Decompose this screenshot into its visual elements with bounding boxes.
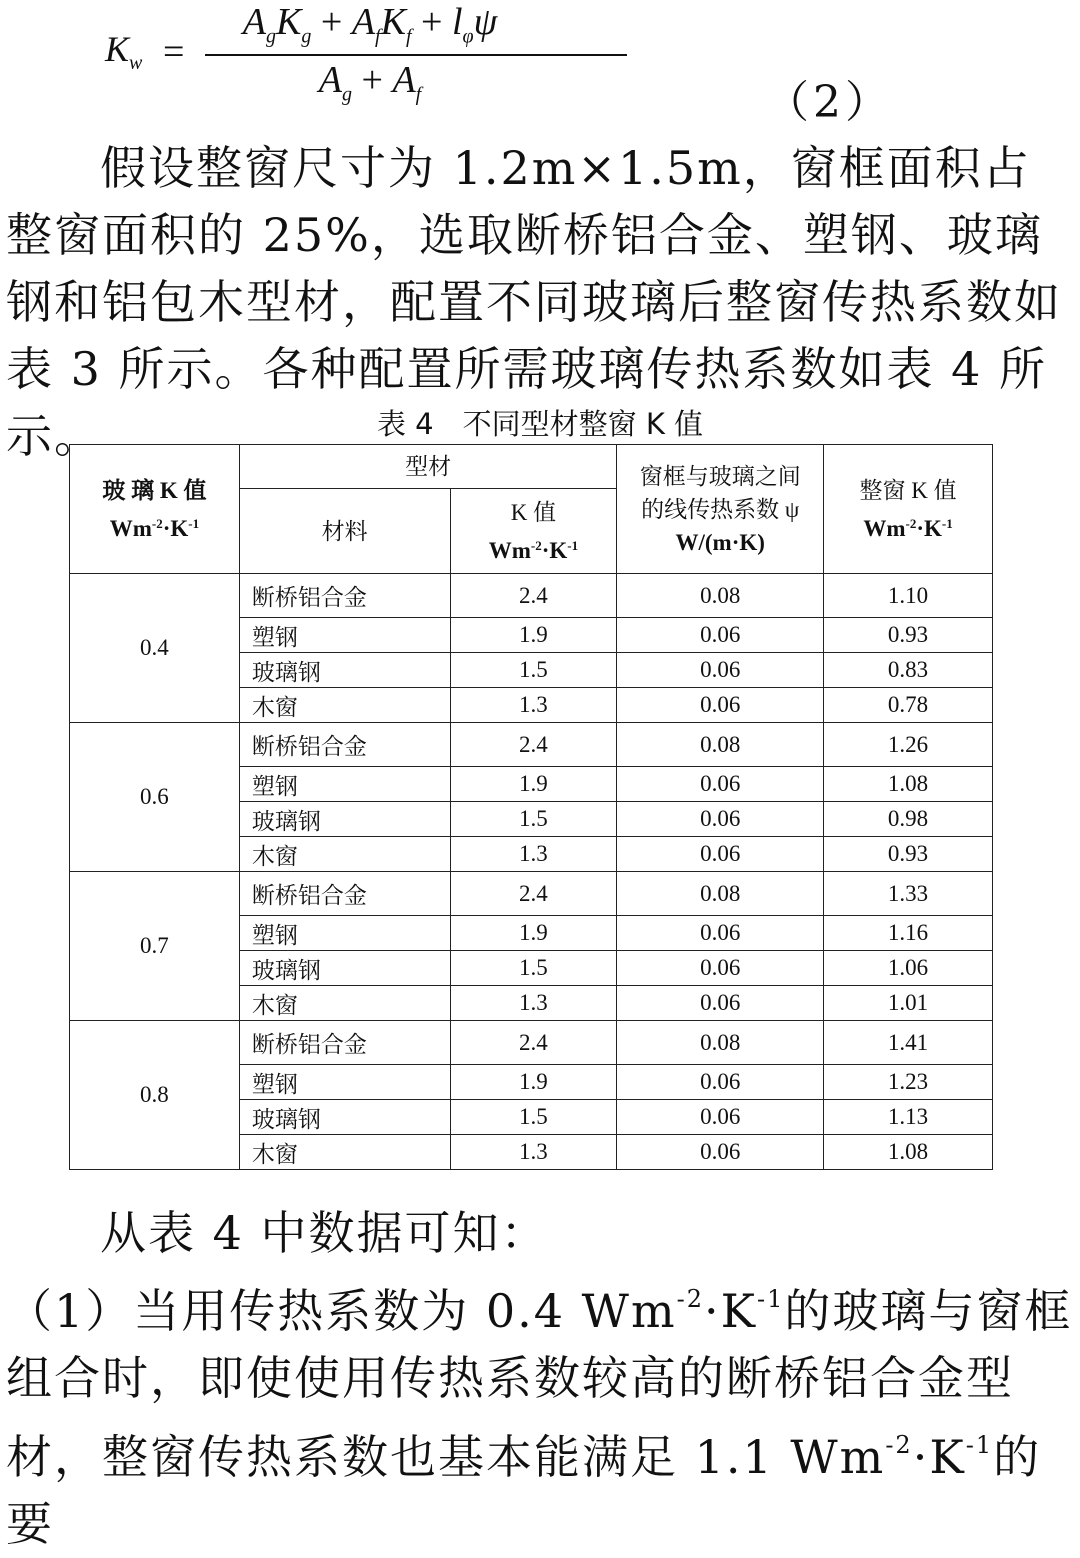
profile-k-cell: 1.3 <box>450 837 617 872</box>
material-cell: 木窗 <box>239 1135 450 1170</box>
psi-cell: 0.06 <box>617 986 824 1021</box>
profile-k-cell: 1.3 <box>450 1135 617 1170</box>
paragraph-1: 假设整窗尺寸为 1.2m×1.5m，窗框面积占整窗面积的 25%，选取断桥铝合金、塑钢、玻璃钢和铝包木型材，配置不同玻璃后整窗传热系数如表 3 所示。各种配置所需玻璃传热系数如表 4 所示。 <box>6 141 1062 463</box>
formula <box>105 0 545 118</box>
table-caption: 表 4 不同型材整窗 K 值 <box>376 407 704 441</box>
window-k-cell: 0.93 <box>824 837 993 872</box>
table-row <box>70 723 993 767</box>
psi-cell: 0.06 <box>617 916 824 951</box>
window-k-cell: 1.16 <box>824 916 993 951</box>
header-window-k: 整窗 K 值 $Wm^{-2}\cdot K^{-1}$ <box>824 445 993 574</box>
psi-cell: 0.06 <box>617 951 824 986</box>
material-cell: 塑钢 <box>239 916 450 951</box>
material-cell: 玻璃钢 <box>239 802 450 837</box>
psi-cell: 0.06 <box>617 767 824 802</box>
glass-k-cell: 0.4 <box>70 574 240 723</box>
paragraph-3: （1）当用传热系数为 0.4 $Wm^{-2}\cdot K^{-1}$的玻璃与窗框组合时，即使使用传热系数较高的断桥铝合金型材，整窗传热系数也基本能满足 1.1 $Wm^{-2}\cdot K^{-1}$的要 <box>6 1284 1073 1551</box>
window-k-cell: 0.93 <box>824 618 993 653</box>
glass-k-cell: 0.7 <box>70 872 240 1021</box>
header-psi: 窗框与玻璃之间 的线传热系数 ψ W/(m·K) <box>617 445 824 574</box>
profile-k-cell: 2.4 <box>450 872 617 916</box>
table-row <box>70 872 993 916</box>
header-profile: 型材 <box>239 445 617 489</box>
psi-cell: 0.06 <box>617 653 824 688</box>
profile-k-cell: 1.3 <box>450 986 617 1021</box>
profile-k-cell: 2.4 <box>450 723 617 767</box>
material-cell: 木窗 <box>239 837 450 872</box>
profile-k-cell: 1.5 <box>450 1100 617 1135</box>
window-k-cell: 0.83 <box>824 653 993 688</box>
window-k-cell: 1.26 <box>824 723 993 767</box>
material-cell: 断桥铝合金 <box>239 872 450 916</box>
glass-k-cell: 0.6 <box>70 723 240 872</box>
formula-denominator: $A_g + A_f$ <box>318 59 422 106</box>
profile-k-cell: 1.5 <box>450 802 617 837</box>
window-k-cell: 1.01 <box>824 986 993 1021</box>
window-k-cell: 1.23 <box>824 1065 993 1100</box>
formula-lhs: $K_w$ <box>105 29 143 75</box>
material-cell: 玻璃钢 <box>239 653 450 688</box>
profile-k-cell: 1.9 <box>450 916 617 951</box>
glass-k-cell: 0.8 <box>70 1021 240 1170</box>
table-row <box>70 574 993 618</box>
formula-numerator: $A_gK_g + A_fK_f + l_\varphi\psi$ <box>242 1 498 48</box>
material-cell: 木窗 <box>239 986 450 1021</box>
psi-cell: 0.08 <box>617 872 824 916</box>
profile-k-cell: 1.9 <box>450 767 617 802</box>
profile-k-cell: 2.4 <box>450 574 617 618</box>
psi-cell: 0.06 <box>617 837 824 872</box>
window-k-cell: 1.10 <box>824 574 993 618</box>
profile-k-cell: 1.9 <box>450 618 617 653</box>
material-cell: 塑钢 <box>239 767 450 802</box>
profile-k-cell: 1.5 <box>450 951 617 986</box>
psi-cell: 0.06 <box>617 618 824 653</box>
material-cell: 玻璃钢 <box>239 951 450 986</box>
psi-cell: 0.06 <box>617 1065 824 1100</box>
material-cell: 断桥铝合金 <box>239 1021 450 1065</box>
profile-k-cell: 1.5 <box>450 653 617 688</box>
material-cell: 塑钢 <box>239 1065 450 1100</box>
material-cell: 玻璃钢 <box>239 1100 450 1135</box>
material-cell: 木窗 <box>239 688 450 723</box>
psi-cell: 0.08 <box>617 723 824 767</box>
psi-cell: 0.06 <box>617 1135 824 1170</box>
window-k-cell: 0.78 <box>824 688 993 723</box>
psi-cell: 0.08 <box>617 1021 824 1065</box>
window-k-cell: 1.13 <box>824 1100 993 1135</box>
psi-cell: 0.06 <box>617 802 824 837</box>
window-k-cell: 1.08 <box>824 767 993 802</box>
material-cell: 断桥铝合金 <box>239 723 450 767</box>
profile-k-cell: 2.4 <box>450 1021 617 1065</box>
window-k-cell: 1.08 <box>824 1135 993 1170</box>
material-cell: 塑钢 <box>239 618 450 653</box>
table-body <box>70 574 993 1170</box>
profile-k-cell: 1.9 <box>450 1065 617 1100</box>
table-row <box>70 1021 993 1065</box>
k-value-table <box>69 444 993 1170</box>
profile-k-cell: 1.3 <box>450 688 617 723</box>
window-k-cell: 1.41 <box>824 1021 993 1065</box>
window-k-cell: 1.06 <box>824 951 993 986</box>
header-glass-k: 玻 璃 K 值 $Wm^{-2}\cdot K^{-1}$ <box>70 445 240 574</box>
psi-cell: 0.08 <box>617 574 824 618</box>
equation-number: （2） <box>765 77 893 128</box>
material-cell: 断桥铝合金 <box>239 574 450 618</box>
formula-equals: = <box>163 31 185 73</box>
window-k-cell: 0.98 <box>824 802 993 837</box>
psi-cell: 0.06 <box>617 1100 824 1135</box>
window-k-cell: 1.33 <box>824 872 993 916</box>
header-material: 材料 <box>239 489 450 574</box>
fraction-line <box>205 54 627 56</box>
header-profile-k: K 值 $Wm^{-2}\cdot K^{-1}$ <box>450 489 617 574</box>
psi-cell: 0.06 <box>617 688 824 723</box>
paragraph-2: 从表 4 中数据可知： <box>100 1206 549 1260</box>
